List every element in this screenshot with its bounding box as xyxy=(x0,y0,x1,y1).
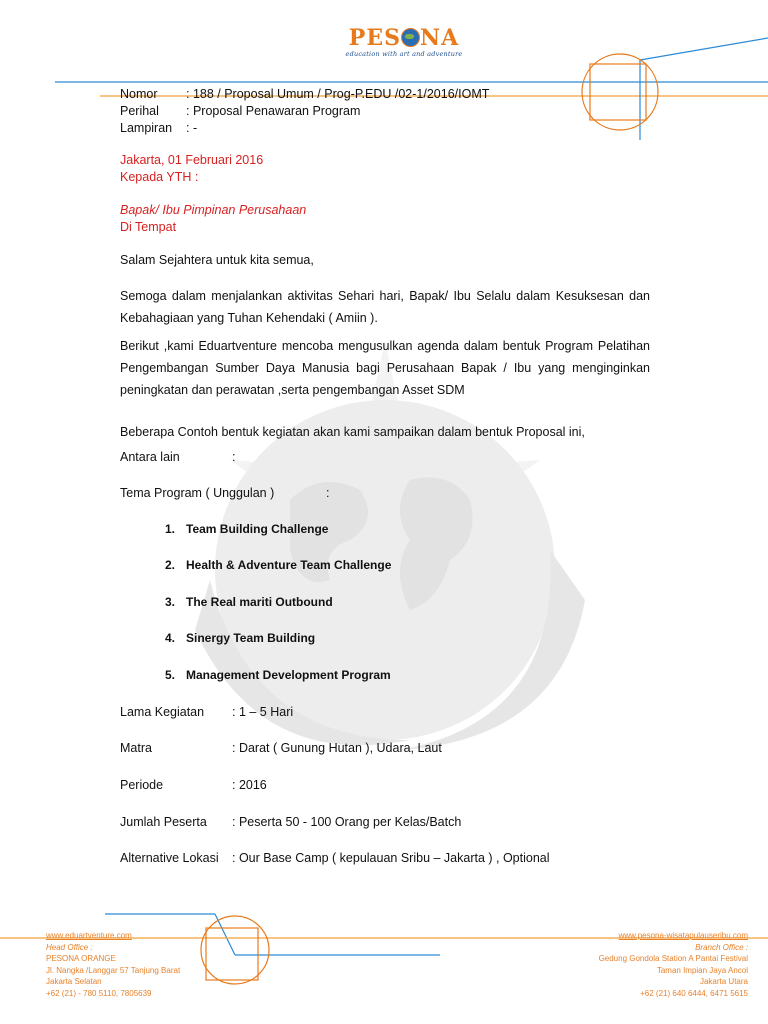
recipient-line: Bapak/ Ibu Pimpinan Perusahaan xyxy=(120,203,307,217)
tema-row xyxy=(120,486,329,500)
list-item: 3. The Real mariti Outbound xyxy=(165,595,333,609)
perihal-label: Perihal xyxy=(120,104,159,118)
logo-globe-icon xyxy=(401,28,420,47)
logo-tagline: education with art and adventure xyxy=(345,50,463,58)
footer-right-city: Jakarta Utara xyxy=(699,977,748,986)
footer-left-website-link[interactable]: www.eduartventure.com xyxy=(46,931,132,940)
detail-row: Alternative Lokasi : Our Base Camp ( kepulauan Sribu – Jakarta ) , Optional xyxy=(120,851,550,865)
list-item: 4. Sinergy Team Building xyxy=(165,631,316,645)
greeting: Salam Sejahtera untuk kita semua, xyxy=(120,253,314,267)
antara-label: Antara lain xyxy=(120,450,180,464)
header-decoration xyxy=(0,0,768,160)
date-line: Jakarta, 01 Februari 2016 xyxy=(120,153,264,167)
footer-right-phone: +62 (21) 640 6444, 6471 5615 xyxy=(640,988,748,998)
perihal-value: : Proposal Penawaran Program xyxy=(186,104,361,118)
footer-left-address: Jl. Nangka /Langgar 57 Tanjung Barat xyxy=(46,965,181,975)
kepada-line: Kepada YTH : xyxy=(120,170,199,184)
antara-colon: : xyxy=(232,450,236,464)
footer-right-office-label: Branch Office : xyxy=(695,942,748,952)
lampiran-label: Lampiran xyxy=(120,121,173,135)
tema-colon: : xyxy=(326,486,330,500)
footer-left-city: Jakarta Selatan xyxy=(46,977,102,986)
footer-right-address2: Taman Impian Jaya Ancol xyxy=(656,965,748,975)
nomor-row xyxy=(120,86,489,102)
place-line: Di Tempat xyxy=(120,220,177,234)
perihal-row xyxy=(120,103,360,119)
paragraph-2: Berikut ,kami Eduartventure mencoba mengusulkan agenda dalam bentuk Program Pelatihan Pengembangan Sumber Daya Manusia bagi Perusahaan Bapak / Ibu yang menginginkan peningkatan dan perawatan ,serta pengembangan Asset SDM xyxy=(120,339,650,397)
nomor-label: Nomor xyxy=(120,87,158,101)
footer-left-company: PESONA ORANGE xyxy=(46,954,116,963)
lampiran-row xyxy=(120,120,197,136)
detail-row: Matra : Darat ( Gunung Hutan ), Udara, Laut xyxy=(120,741,442,755)
detail-row: Periode : 2016 xyxy=(120,778,267,792)
paragraph-3: Beberapa Contoh bentuk kegiatan akan kami sampaikan dalam bentuk Proposal ini, xyxy=(120,425,585,439)
tema-label: Tema Program ( Unggulan ) xyxy=(120,486,275,500)
footer-right-address1: Gedung Gondola Station A Pantai Festival xyxy=(598,954,748,963)
paragraph-1: Semoga dalam menjalankan aktivitas Sehari hari, Bapak/ Ibu Selalu dalam Kesuksesan dan Kebahagiaan yang Tuhan Kehendaki ( Amiin ). xyxy=(120,289,650,325)
logo-wordmark: PES NA xyxy=(348,25,460,51)
detail-row: Jumlah Peserta : Peserta 50 - 100 Orang per Kelas/Batch xyxy=(120,815,462,829)
pesona-logo xyxy=(344,26,464,66)
lampiran-value: : - xyxy=(186,121,198,135)
footer-right-website-link[interactable]: www.pesona-wisatapulauseribu.com xyxy=(618,931,748,940)
list-item: 5. Management Development Program xyxy=(165,668,391,682)
list-item: 1. Team Building Challenge xyxy=(165,522,329,536)
footer-left-office-label: Head Office : xyxy=(46,942,93,952)
footer-left-phone: +62 (21) - 780 5110, 7805639 xyxy=(46,988,152,998)
list-item: 2. Health & Adventure Team Challenge xyxy=(165,558,392,572)
footer-head-office xyxy=(46,930,180,999)
footer-branch-office xyxy=(599,930,748,999)
detail-row: Lama Kegiatan : 1 – 5 Hari xyxy=(120,705,294,719)
antara-row xyxy=(120,450,235,464)
nomor-value: : 188 / Proposal Umum / Prog-P.EDU /02-1/2016/IOMT xyxy=(186,87,490,101)
